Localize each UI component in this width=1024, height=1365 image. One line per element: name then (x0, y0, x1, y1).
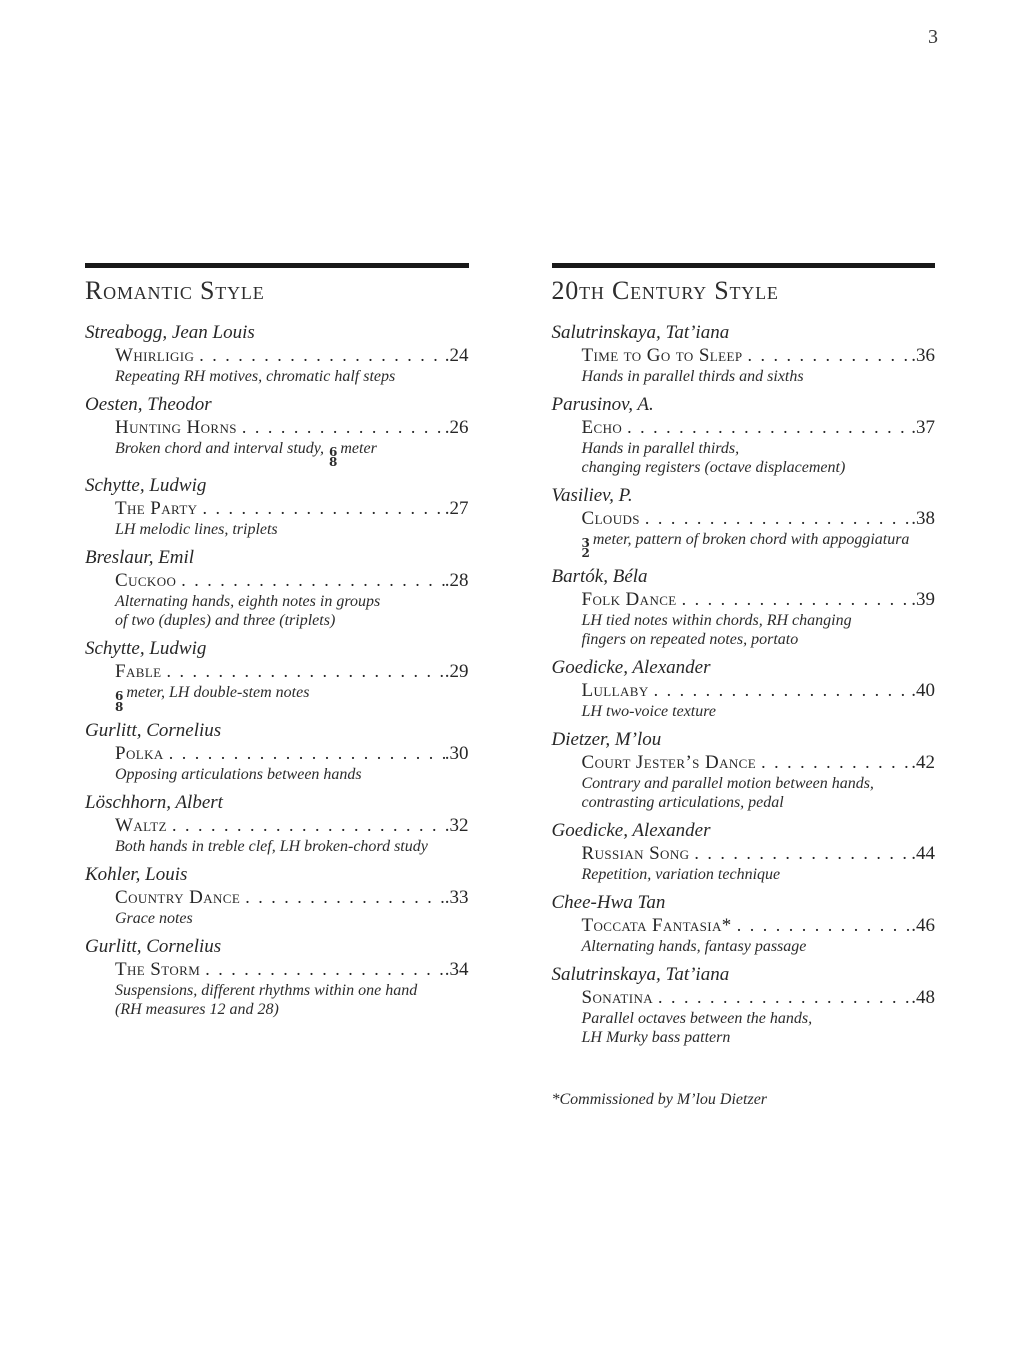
toc-entry (552, 394, 936, 477)
time-signature-icon (581, 536, 590, 561)
entry-page-ref: . 34 (445, 958, 469, 981)
entry-page-ref: . 48 (911, 986, 935, 1009)
entry-description: LH tied notes within chords, RH changing (581, 612, 852, 630)
entry-title-line (115, 814, 469, 837)
entry-title: Waltz (115, 814, 167, 836)
dot-leader (240, 886, 445, 909)
entry-title-line (582, 416, 936, 439)
entry-author: Parusinov, A. (551, 394, 654, 415)
toc-entry (85, 864, 469, 928)
toc-entry (85, 394, 469, 470)
entry-description (115, 439, 469, 470)
toc-entry (552, 820, 936, 884)
entry-author: Gurlitt, Cornelius (85, 719, 222, 741)
entry-author: Gurlitt, Cornelius (85, 935, 222, 957)
entry-page-ref: . 46 (911, 914, 935, 937)
entry-title-line (582, 751, 936, 774)
entry-title: Toccata Fantasia* (581, 915, 732, 937)
entry-author: Chee-Hwa Tan (551, 892, 666, 914)
description-text: Broken chord and interval study, (115, 440, 324, 457)
entry-author: Goedicke, Alexander (551, 820, 711, 842)
entry-title-line (115, 569, 469, 592)
entry-title: Lullaby (581, 680, 649, 702)
entry-title-line (582, 588, 936, 611)
entry-title-line (115, 886, 469, 909)
entry-page-ref: . 30 (445, 742, 469, 765)
entry-author: Dietzer, M’lou (551, 729, 662, 751)
entry-description: Hands in parallel thirds and sixths (581, 368, 804, 385)
entry-page-ref: . 28 (445, 569, 469, 592)
entry-description: LH melodic lines, triplets (115, 521, 278, 539)
entry-description: Suspensions, different rhythms within one hand (115, 981, 418, 999)
toc-entry (85, 720, 469, 784)
time-signature-icon (329, 445, 338, 470)
entry-title: Country Dance (115, 886, 241, 908)
description-text: meter (340, 440, 377, 457)
footnote: *Commissioned by M’lou Dietzer (551, 1091, 768, 1109)
toc-entry (85, 638, 469, 714)
entry-title-line (582, 914, 936, 937)
entry-title-line (115, 344, 469, 367)
entry-author: Salutrinskaya, Tat’iana (551, 322, 730, 343)
entry-title: Sonatina (581, 987, 654, 1009)
entry-title: Time to Go to Sleep (581, 345, 743, 366)
entry-author: Schytte, Ludwig (85, 475, 207, 497)
entry-description: of two (duples) and three (triplets) (115, 612, 336, 630)
entry-page-ref: . 37 (911, 416, 935, 439)
entry-description: Hands in parallel thirds, (581, 440, 740, 457)
toc-entry (85, 322, 469, 386)
entry-title-line (115, 958, 469, 981)
entry-author: Oesten, Theodor (85, 394, 212, 415)
entry-title-line (115, 742, 469, 765)
entry-title-line (582, 679, 936, 702)
entry-description: Both hands in treble clef, LH broken-chord study (115, 837, 428, 855)
entry-list (85, 322, 469, 1019)
entry-description: Alternating hands, fantasy passage (581, 938, 807, 956)
entry-description: Repetition, variation technique (581, 866, 781, 884)
dot-leader (164, 742, 445, 765)
dot-leader (653, 986, 911, 1009)
toc-entry (552, 566, 936, 649)
dot-leader (237, 416, 445, 439)
entry-page-ref: . 39 (911, 588, 935, 611)
page-number: 3 (928, 26, 938, 48)
entry-author: Kohler, Louis (85, 863, 188, 885)
entry-title-line (582, 842, 936, 865)
entry-page-ref: . 42 (911, 751, 935, 774)
time-signature-numerator: 6 (329, 445, 338, 459)
entry-description: (RH measures 12 and 28) (115, 1000, 279, 1018)
entry-title-line (115, 660, 469, 683)
entry-description: Grace notes (115, 909, 193, 927)
entry-title: Court Jester’s Dance (581, 752, 757, 774)
entry-description: Repeating RH motives, chromatic half steps (115, 368, 396, 385)
section-20th-century-style (552, 263, 936, 1109)
section-rule (85, 263, 469, 268)
dot-leader (677, 588, 912, 611)
entry-description (581, 530, 936, 561)
entry-description: LH two-voice texture (581, 703, 716, 721)
entry-title: Whirligig (115, 345, 195, 366)
section-heading: 20th Century Style (551, 276, 779, 305)
entry-page-ref: . 32 (445, 814, 469, 837)
entry-author: Schytte, Ludwig (85, 638, 207, 660)
entry-author: Vasiliev, P. (551, 485, 633, 506)
section-heading: Romantic Style (85, 276, 265, 305)
toc-columns (85, 263, 935, 1109)
entry-page-ref: . 24 (445, 344, 469, 367)
entry-description: Parallel octaves between the hands, (581, 1010, 813, 1028)
entry-author: Löschhorn, Albert (85, 791, 223, 813)
toc-entry (552, 964, 936, 1047)
entry-author: Breslaur, Emil (85, 547, 195, 569)
toc-entry (85, 936, 469, 1019)
entry-title: The Party (115, 498, 198, 520)
toc-entry (552, 892, 936, 956)
time-signature-denominator: 8 (329, 455, 338, 470)
entry-author: Goedicke, Alexander (551, 657, 711, 679)
entry-title: Fable (115, 661, 162, 683)
entry-title-line (115, 416, 469, 439)
entry-title: Cuckoo (115, 570, 177, 592)
section-romantic-style (85, 263, 469, 1109)
entry-title: Echo (581, 417, 623, 438)
dot-leader (162, 660, 445, 683)
dot-leader (742, 344, 911, 367)
toc-entry (552, 729, 936, 812)
dot-leader (640, 507, 911, 530)
entry-description: contrasting articulations, pedal (581, 794, 784, 812)
dot-leader (176, 569, 444, 592)
entry-list (552, 322, 936, 1047)
entry-page-ref: . 27 (445, 497, 469, 520)
entry-page-ref: . 26 (445, 416, 469, 439)
entry-page-ref: . 38 (911, 507, 935, 530)
time-signature-numerator: 6 (115, 689, 124, 704)
dot-leader (649, 679, 912, 702)
toc-entry (85, 547, 469, 630)
entry-description: Opposing articulations between hands (115, 765, 362, 783)
dot-leader (689, 842, 911, 865)
entry-author: Streabogg, Jean Louis (85, 322, 255, 343)
time-signature-denominator: 2 (581, 546, 590, 561)
dot-leader (756, 751, 911, 774)
toc-entry (85, 792, 469, 856)
entry-page-ref: . 40 (911, 679, 935, 702)
time-signature-numerator: 3 (581, 536, 590, 550)
entry-title-line (582, 507, 936, 530)
entry-title-line (115, 497, 469, 520)
dot-leader (194, 344, 444, 367)
entry-title: Folk Dance (581, 589, 677, 611)
description-text: meter, LH double-stem notes (126, 684, 310, 702)
dot-leader (622, 416, 911, 439)
entry-page-ref: . 36 (911, 344, 935, 367)
toc-entry (85, 475, 469, 539)
entry-title: Russian Song (581, 843, 690, 865)
entry-description: Alternating hands, eighth notes in groups (115, 593, 381, 611)
entry-title-line (582, 986, 936, 1009)
entry-title: Polka (115, 742, 164, 764)
entry-title: Clouds (581, 508, 640, 529)
entry-title: Hunting Horns (115, 417, 237, 438)
dot-leader (200, 958, 445, 981)
section-rule (552, 263, 936, 268)
entry-title: The Storm (115, 958, 201, 980)
entry-author: Bartók, Béla (551, 566, 648, 588)
entry-description (115, 683, 469, 714)
toc-entry (552, 657, 936, 721)
entry-description: LH Murky bass pattern (581, 1029, 731, 1047)
entry-description: changing registers (octave displacement) (581, 459, 846, 476)
entry-title-line (582, 344, 936, 367)
entry-page-ref: . 29 (445, 660, 469, 683)
dot-leader (197, 497, 444, 520)
time-signature-icon (115, 689, 124, 714)
entry-description: Contrary and parallel motion between hands, (581, 775, 874, 793)
dot-leader (732, 914, 912, 937)
time-signature-denominator: 8 (115, 699, 124, 714)
entry-description: fingers on repeated notes, portato (581, 631, 799, 649)
toc-entry (551, 485, 936, 561)
toc-entry (552, 322, 936, 386)
dot-leader (167, 814, 445, 837)
entry-page-ref: . 33 (445, 886, 469, 909)
entry-page-ref: . 44 (911, 842, 935, 865)
description-text: meter, pattern of broken chord with appoggiatura (592, 531, 910, 548)
entry-author: Salutrinskaya, Tat’iana (551, 964, 730, 986)
